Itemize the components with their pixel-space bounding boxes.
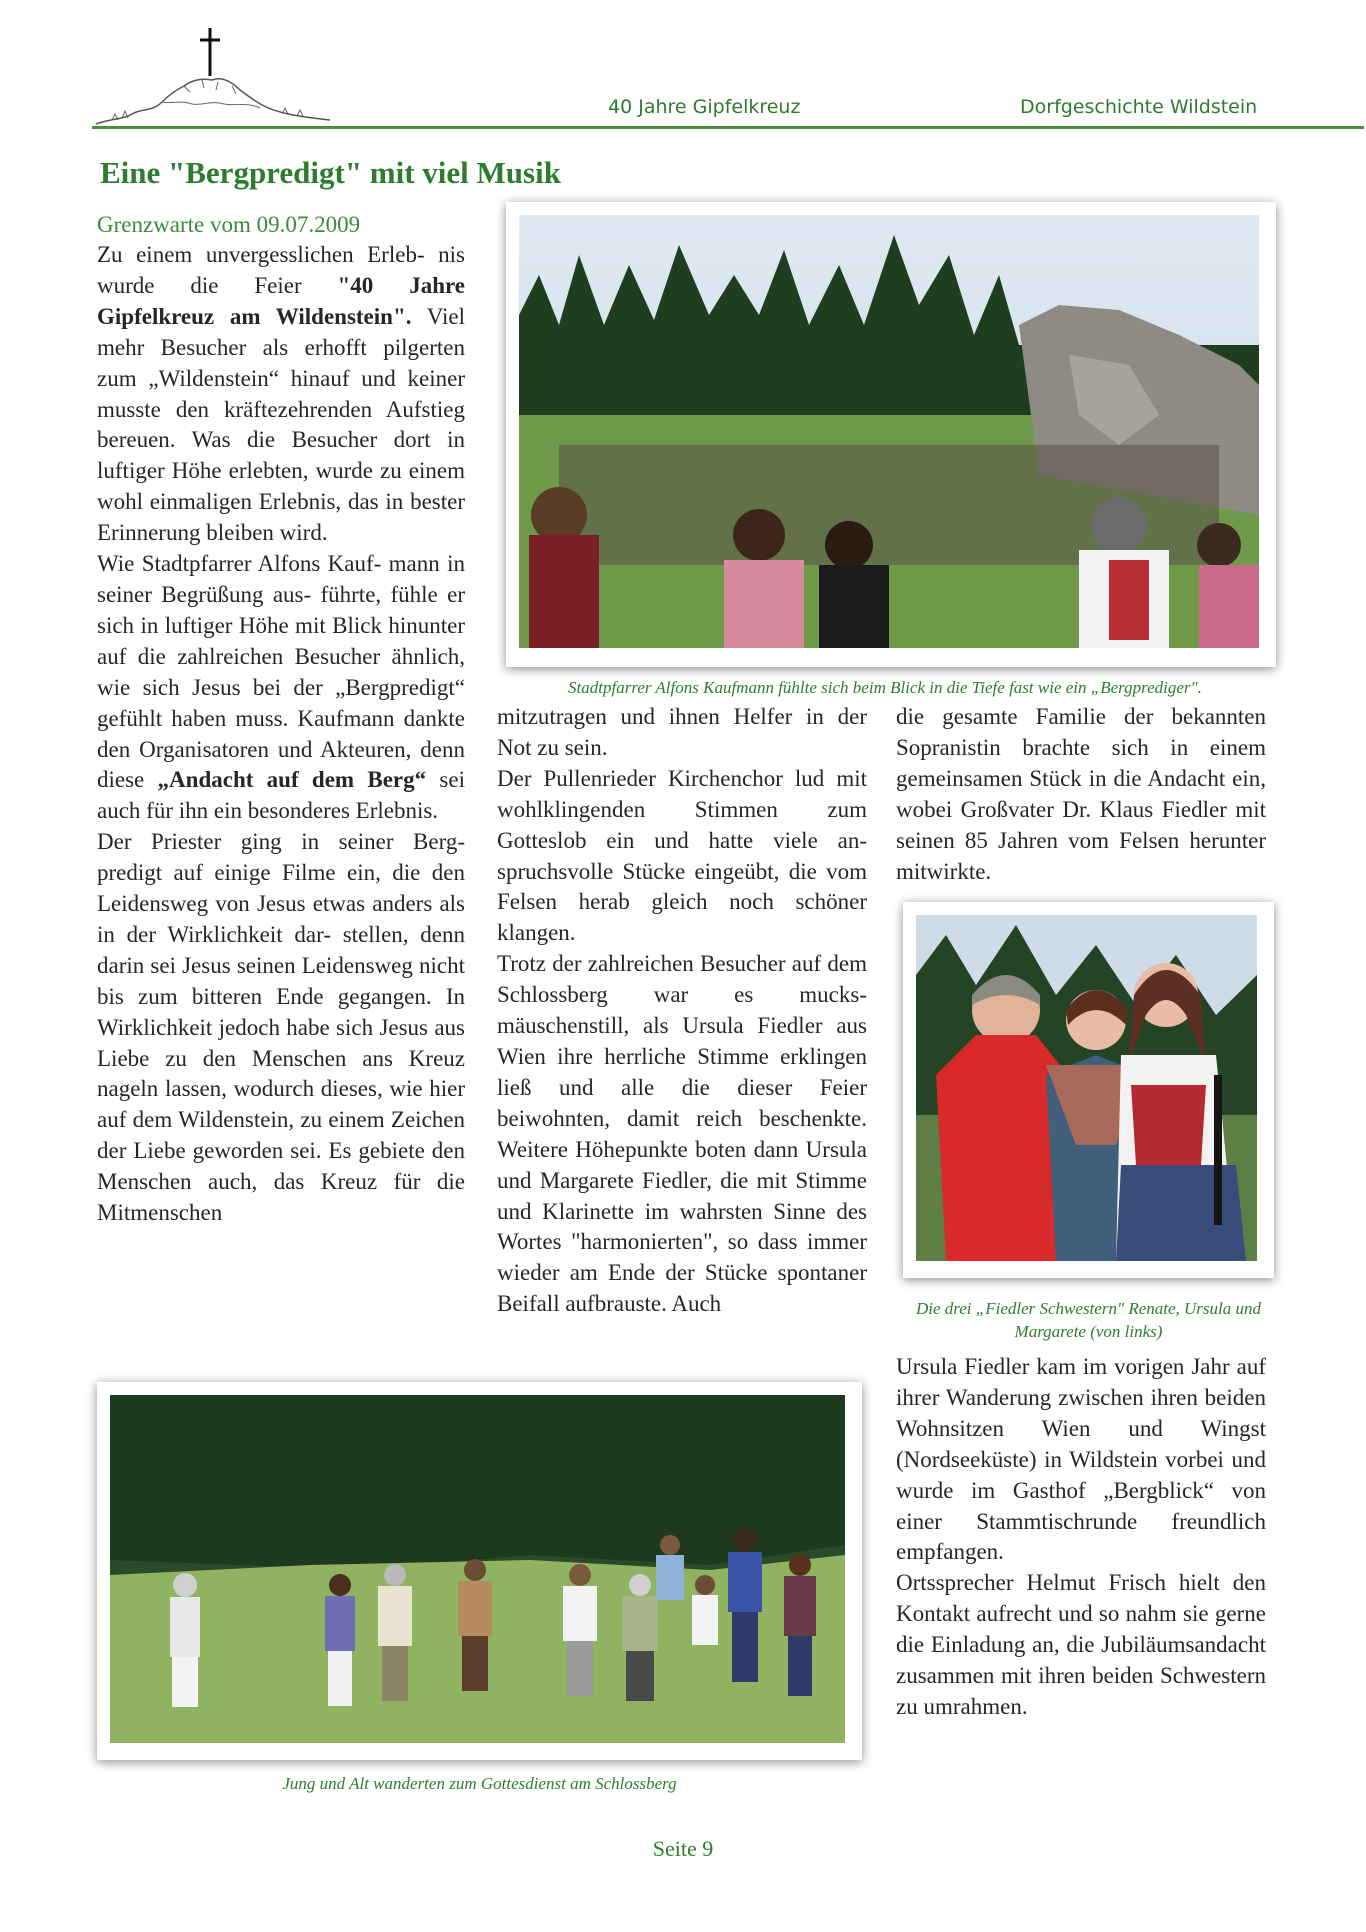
article-column-3-bottom	[896, 1352, 1266, 1723]
header-document-title: Dorfgeschichte Wildstein	[1020, 96, 1258, 118]
photo-caption-2: Die drei „Fiedler Schwestern" Renate, Ursula und Margarete (von links)	[915, 1299, 1262, 1341]
photo-fiedler-sisters	[903, 902, 1274, 1278]
hikers-photo-image	[110, 1395, 845, 1743]
page-number: Seite 9	[652, 1836, 714, 1861]
paragraph: Wie Stadtpfarrer Alfons Kauf- mann in seiner Begrüßung aus- führte, fühle er sich in luftiger Höhe mit Blick hinunter auf die zahlreichen Besucher ähnlich, wie sich Jesus bei der „Bergpredigt“ gefühlt haben muss. Kaufmann dankte den Organisatoren und Akteuren, denn diese „Andacht auf dem Berg“ sei auch für ihn ein besonderes Erlebnis.	[97, 551, 465, 824]
article-column-1	[97, 240, 465, 1229]
paragraph: mitzutragen und ihnen Helfer in der Not zu sein.	[497, 704, 867, 760]
paragraph: Trotz der zahlreichen Besucher auf dem Schlossberg war es mucks- mäuschenstill, als Ursula Fiedler aus Wien ihre herrliche Stimme erklingen ließ und alle die dieser Feier beiwohnten, damit reich beschenkte. Weitere Höhepunkte boten dann Ursula und Margarete Fiedler, die mit Stimme und Klarinette im wahrsten Sinne des Wortes "harmonierten", so dass immer wieder am Ende der Stücke spontaner Beifall aufbrauste. Auch	[497, 951, 867, 1317]
photo-caption-1: Stadtpfarrer Alfons Kaufmann fühlte sich beim Blick in die Tiefe fast wie ein „Bergprediger".	[568, 678, 1202, 697]
paragraph: Der Priester ging in seiner Berg- predigt auf einige Filme ein, die den Leidensweg von Jesus etwas anders als in der Wirklichkeit dar- stellen, denn darin sei Jesus seinen Leidensweg nicht bis zum bitteren Ende gegangen. In Wirklichkeit jedoch habe sich Jesus aus Liebe zu den Menschen ans Kreuz nageln lassen, wodurch dieses, wie hier auf dem Wildenstein, zu einem Zeichen der Liebe geworden sei. Es gebiete den Menschen auch, das Kreuz für die Mitmenschen	[97, 829, 465, 1226]
photo-caption-3: Jung und Alt wanderten zum Gottesdienst am Schlossberg	[282, 1774, 677, 1793]
paragraph: die gesamte Familie der bekannten Sopranistin brachte sich in einem gemeinsamen Stück in die Andacht ein, wobei Großvater Dr. Klaus Fiedler mit seinen 85 Jahren vom Felsen herunter mitwirkte.	[896, 704, 1266, 884]
paragraph: Der Pullenrieder Kirchenchor lud mit wohlklingenden Stimmen zum Gotteslob ein und hatte viele an- spruchsvolle Stücke eingeübt, die vom Felsen herab gleich noch schöner klangen.	[497, 765, 867, 946]
crowd-photo-image	[519, 215, 1259, 648]
article-title: Eine "Bergpredigt" mit viel Musik	[100, 155, 561, 190]
paragraph: Ortssprecher Helmut Frisch hielt den Kontakt aufrecht und so nahm sie gerne die Einladung an, die Jubiläumsandacht zusammen mit ihren beiden Schwestern zu umrahmen.	[896, 1570, 1266, 1719]
photo-hikers	[97, 1382, 862, 1760]
header-section-title: 40 Jahre Gipfelkreuz	[608, 96, 801, 118]
mountain-cross-logo-icon	[92, 20, 332, 130]
sisters-photo-image	[916, 915, 1257, 1261]
paragraph: Zu einem unvergesslichen Erleb- nis wurde die Feier "40 Jahre Gipfelkreuz am Wildenstein". Viel mehr Besucher als erhofft pilgerten zum „Wildenstein“ hinauf und keiner musste den kräftezehrenden Aufstieg bereuen. Was die Besucher dort in luftiger Höhe erlebten, wurde zu einem wohl einmaligen Erlebnis, das in bester Erinnerung bleiben wird.	[97, 242, 465, 546]
article-column-2	[497, 702, 867, 1320]
photo-crowd-on-mountain	[506, 202, 1276, 667]
article-source: Grenzwarte vom 09.07.2009	[97, 212, 361, 237]
header-divider	[92, 126, 1364, 129]
paragraph: Ursula Fiedler kam im vorigen Jahr auf ihrer Wanderung zwischen ihren beiden Wohnsitzen Wien und Wingst (Nordseeküste) in Wildstein vorbei und wurde im Gasthof „Bergblick“ von einer Stammtischrunde freundlich empfangen.	[896, 1354, 1266, 1565]
article-column-3-top	[896, 702, 1266, 887]
